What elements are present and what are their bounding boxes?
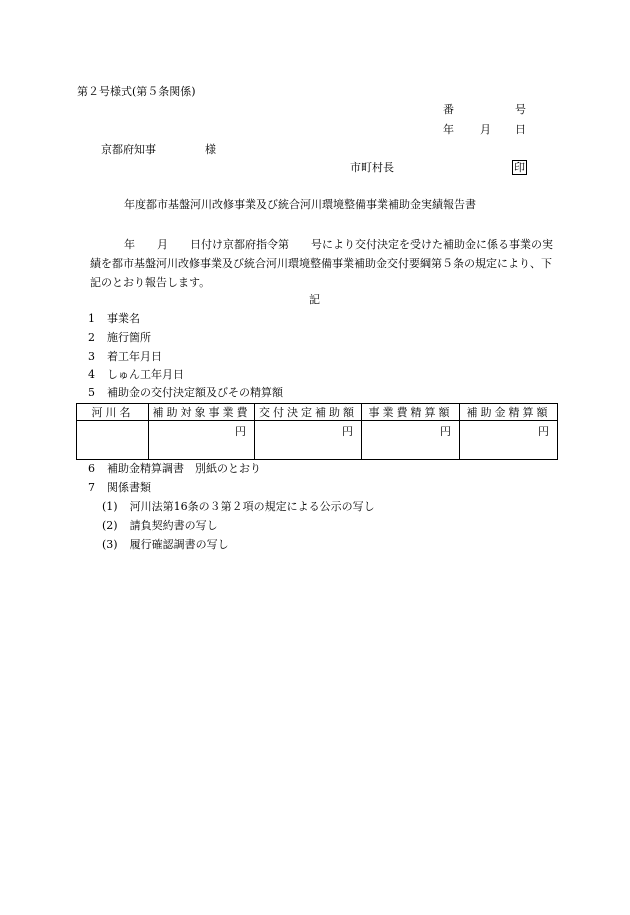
sender: 市町村長 (350, 161, 394, 174)
year-label: 年 (443, 123, 454, 136)
list-item: 5 補助金の交付決定額及びその精算額 (88, 386, 283, 399)
list-item: 7 関係書類 (88, 481, 151, 494)
day-label: 日 (515, 123, 526, 136)
column-header: 補助金精算額 (460, 404, 558, 421)
list-item: 1 事業名 (88, 312, 140, 325)
go-label: 号 (515, 103, 526, 116)
table-cell: 円 (460, 421, 558, 460)
table-cell: 円 (362, 421, 460, 460)
document-title: 年度都市基盤河川改修事業及び統合河川環境整備事業補助金実績報告書 (124, 198, 476, 211)
ki-heading: 記 (309, 293, 320, 306)
column-header: 交付決定補助額 (255, 404, 362, 421)
form-number: 第２号様式(第５条関係) (77, 85, 196, 98)
table-row (77, 421, 558, 460)
sub-item: (1) 河川法第16条の３第２項の規定による公示の写し (102, 500, 375, 513)
sub-item: (3) 履行確認調書の写し (102, 538, 229, 551)
table-cell: 円 (255, 421, 362, 460)
column-header: 補助対象事業費 (149, 404, 255, 421)
ban-label: 番 (443, 103, 454, 116)
addressee: 京都府知事 (101, 143, 156, 156)
settlement-table (76, 403, 558, 460)
table-cell: 円 (149, 421, 255, 460)
month-label: 月 (480, 123, 491, 136)
list-item: 3 着工年月日 (88, 350, 162, 363)
list-item: 4 しゅん工年月日 (88, 368, 184, 381)
list-item: 2 施行箇所 (88, 331, 151, 344)
addressee-suffix: 様 (205, 143, 216, 156)
list-item: 6 補助金精算調書 別紙のとおり (88, 462, 261, 475)
body-paragraph: 年 月 日付け京都府指令第 号により交付決定を受けた補助金に係る事業の実績を都市基盤河川改修事業及び統合河川環境整備事業補助金交付要綱第５条の規定により、下記のとおり報告します。 (90, 238, 553, 289)
column-header: 河川名 (77, 404, 149, 421)
sub-item: (2) 請負契約書の写し (102, 519, 218, 532)
seal-mark: 印 (514, 161, 525, 174)
table-cell (77, 421, 149, 460)
column-header: 事業費精算額 (362, 404, 460, 421)
table-header-row (77, 404, 558, 421)
